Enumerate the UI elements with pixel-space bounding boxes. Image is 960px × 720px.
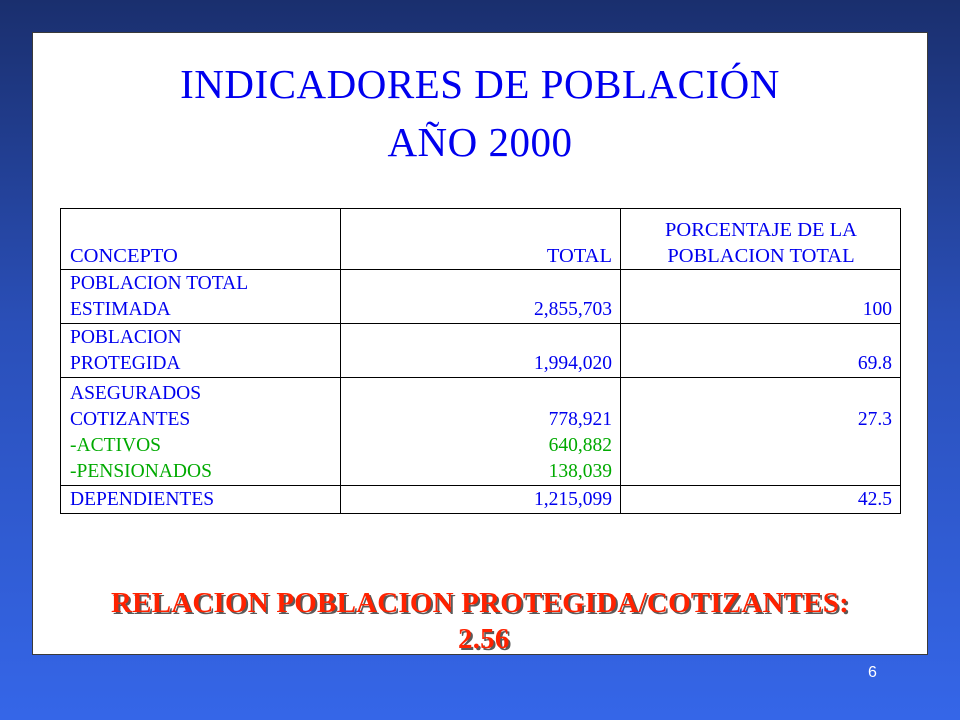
sub-total-pensionados: 138,039 <box>548 461 612 482</box>
sub-total-activos: 640,882 <box>548 435 612 456</box>
header-concepto: CONCEPTO <box>61 209 341 270</box>
row-label: DEPENDIENTES <box>61 486 341 514</box>
table-row <box>61 270 901 324</box>
ratio-line-1: RELACION POBLACION PROTEGIDA/COTIZANTES: <box>111 587 849 619</box>
row-label: POBLACION PROTEGIDA <box>61 324 341 378</box>
row-percent: 69.8 <box>621 324 901 378</box>
sub-label-activos: -ACTIVOS <box>70 435 161 456</box>
row-total: 2,855,703 <box>341 270 621 324</box>
row-percent: 27.3 <box>621 378 901 486</box>
row-total: 1,215,099 <box>341 486 621 514</box>
ratio-statement <box>33 585 927 655</box>
table-row <box>61 486 901 514</box>
page-number: 6 <box>868 664 877 681</box>
slide-title <box>33 55 927 171</box>
header-total: TOTAL <box>341 209 621 270</box>
slide-panel <box>32 32 928 655</box>
table-row <box>61 378 901 486</box>
row-percent: 100 <box>621 270 901 324</box>
row-label: ASEGURADOS COTIZANTES -ACTIVOS -PENSIONADOS <box>61 378 341 486</box>
table-header-row <box>61 209 901 270</box>
sub-label-pensionados: -PENSIONADOS <box>70 461 212 482</box>
table-row <box>61 324 901 378</box>
ratio-value: 2.56 <box>458 623 510 655</box>
row-percent: 42.5 <box>621 486 901 514</box>
title-line-2: AÑO 2000 <box>387 119 573 165</box>
indicators-table <box>60 208 901 514</box>
row-total: 778,921 640,882 138,039 <box>341 378 621 486</box>
title-line-1: INDICADORES DE POBLACIÓN <box>180 61 780 107</box>
row-label: POBLACION TOTAL ESTIMADA <box>61 270 341 324</box>
row-total: 1,994,020 <box>341 324 621 378</box>
header-porcentaje: PORCENTAJE DE LA POBLACION TOTAL <box>621 209 901 270</box>
